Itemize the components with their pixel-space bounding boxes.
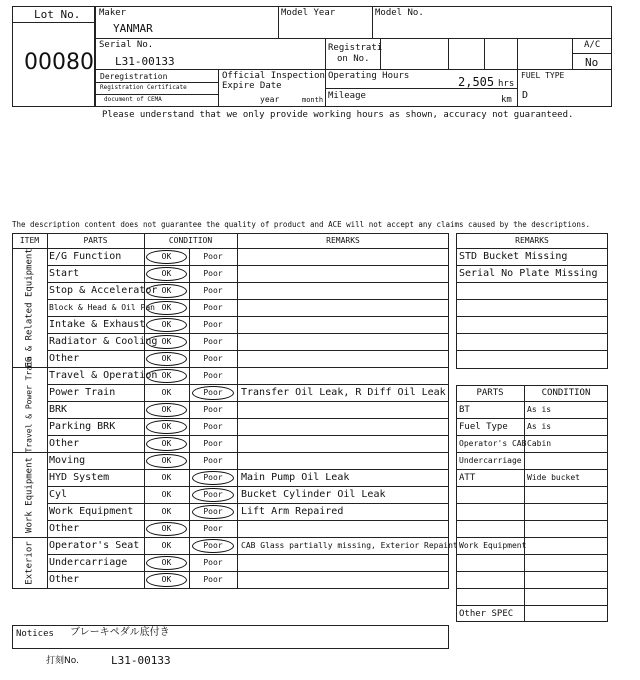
remark-text: CAB Glass partially missing, Exterior Repaint — [241, 541, 458, 550]
selected-ok-circle — [146, 369, 187, 383]
ok-option: OK — [161, 473, 172, 482]
part-label: Stop & Accelerator — [49, 285, 158, 296]
poor-option: Poor — [203, 558, 223, 567]
model-no-label: Model No. — [375, 8, 424, 18]
mileage-label: Mileage — [328, 91, 366, 101]
poor-option: Poor — [203, 490, 223, 499]
poor-option: Poor — [203, 439, 223, 448]
part-label: HYD System — [49, 472, 110, 483]
selected-ok-circle — [146, 522, 187, 536]
selected-ok-circle — [146, 573, 187, 587]
part-label: Other — [49, 353, 80, 364]
ok-option: OK — [161, 422, 172, 431]
model-year-label: Model Year — [281, 8, 336, 18]
remark-text: Transfer Oil Leak, R Diff Oil Leak — [241, 387, 446, 398]
part-label: Radiator & Cooling — [49, 336, 158, 347]
registration-certificate-label: Registration Certificate — [100, 84, 187, 91]
ok-option: OK — [161, 388, 172, 397]
part-label: Block & Head & Oil Pan — [49, 303, 155, 312]
selected-ok-circle — [146, 352, 187, 366]
inspection-label-2: Expire Date — [222, 81, 282, 91]
selected-ok-circle — [146, 403, 187, 417]
poor-option: Poor — [203, 507, 223, 516]
part-label: E/G Function — [49, 251, 122, 262]
parts-header-condition: CONDITION — [541, 388, 591, 398]
part-label: Other — [49, 523, 80, 534]
ok-option: OK — [161, 507, 172, 516]
group-label: Exterior — [24, 540, 34, 585]
ok-option: OK — [161, 439, 172, 448]
other-spec-label: Other SPEC — [459, 609, 514, 619]
ok-option: OK — [161, 337, 172, 346]
selected-poor-circle — [192, 386, 234, 400]
remark-text: Main Pump Oil Leak — [241, 472, 350, 483]
ok-option: OK — [161, 252, 172, 261]
selected-ok-circle — [146, 454, 187, 468]
part-label: Travel & Operation — [49, 370, 158, 381]
ac-label: A/C — [584, 40, 601, 50]
remarks-row-text: Serial No Plate Missing — [459, 268, 598, 279]
stamp-value: L31-00133 — [111, 654, 171, 667]
selected-poor-circle — [192, 505, 234, 519]
km-unit: km — [501, 95, 512, 105]
part-label: Other — [49, 574, 80, 585]
poor-option: Poor — [203, 337, 223, 346]
parts-row-part: Fuel Type — [459, 422, 508, 432]
year-label: year — [260, 95, 280, 104]
parts-row-part: ATT — [459, 473, 476, 483]
part-label: Operator's Seat — [49, 540, 140, 551]
header-condition: CONDITION — [168, 236, 213, 245]
part-label: Work Equipment — [49, 506, 134, 517]
remarks-row-text: STD Bucket Missing — [459, 251, 568, 262]
remark-text: Bucket Cylinder Oil Leak — [241, 489, 386, 500]
hrs-unit: hrs — [498, 79, 515, 89]
poor-option: Poor — [203, 473, 223, 482]
header-remarks: REMARKS — [326, 236, 360, 245]
part-label: Cyl — [49, 489, 68, 500]
stamp-label: 打刻No. — [46, 656, 79, 666]
month-label: month — [302, 96, 324, 104]
ok-option: OK — [161, 269, 172, 278]
parts-row-part: BT — [459, 405, 470, 415]
part-label: BRK — [49, 404, 68, 415]
selected-ok-circle — [146, 250, 187, 264]
parts-header-parts: PARTS — [476, 388, 504, 398]
selected-ok-circle — [146, 318, 187, 332]
parts-row-condition: Wide bucket — [527, 473, 580, 482]
parts-row-condition: Cabin — [527, 439, 552, 448]
selected-ok-circle — [146, 335, 187, 349]
poor-option: Poor — [203, 286, 223, 295]
maker-value: YANMAR — [113, 22, 153, 35]
parts-row-condition: As is — [527, 422, 552, 431]
ok-option: OK — [161, 286, 172, 295]
part-label: Intake & Exhaust — [49, 319, 146, 330]
disclaimer: The description content does not guarantee the quality of product and ACE will not accept any claims caused by the descriptions. — [12, 220, 590, 229]
registration-label-2: on No. — [337, 54, 370, 64]
ok-option: OK — [161, 303, 172, 312]
part-label: Undercarriage — [49, 557, 128, 568]
poor-option: Poor — [203, 371, 223, 380]
ok-option: OK — [161, 558, 172, 567]
selected-ok-circle — [146, 301, 187, 315]
parts-row-part: Undercarriage — [459, 456, 522, 465]
poor-option: Poor — [203, 422, 223, 431]
serial-value: L31-00133 — [115, 55, 175, 68]
poor-option: Poor — [203, 252, 223, 261]
ok-option: OK — [161, 575, 172, 584]
poor-option: Poor — [203, 320, 223, 329]
part-label: Moving — [49, 455, 86, 466]
lot-label: Lot No. — [34, 8, 81, 21]
hours-notice: Please understand that we only provide working hours as shown, accuracy not guaranteed. — [102, 110, 574, 120]
ok-option: OK — [161, 405, 172, 414]
notices-label: Notices — [16, 629, 54, 639]
ac-value: No — [585, 56, 599, 69]
parts-row-part: Operator's CAB — [459, 439, 527, 448]
operating-hours-label: Operating Hours — [328, 71, 410, 81]
remarks-header: REMARKS — [515, 236, 549, 245]
group-label: Work Equipment — [24, 456, 34, 533]
ok-option: OK — [161, 456, 172, 465]
serial-label: Serial No. — [99, 40, 154, 50]
ok-option: OK — [161, 371, 172, 380]
header-item: ITEM — [19, 236, 40, 245]
selected-poor-circle — [192, 471, 234, 485]
fuel-type-value: D — [522, 90, 529, 101]
cema-label: document of CEMA — [104, 96, 162, 103]
ok-option: OK — [161, 320, 172, 329]
poor-option: Poor — [203, 269, 223, 278]
ok-option: OK — [161, 524, 172, 533]
poor-option: Poor — [203, 575, 223, 584]
poor-option: Poor — [203, 388, 223, 397]
poor-option: Poor — [203, 524, 223, 533]
deregistration-label: Deregistration — [100, 72, 168, 81]
group-label: Travel & Power Train — [24, 355, 33, 452]
group-label: EG & Related Equipment — [24, 247, 34, 367]
lot-number: 00080 — [24, 50, 94, 75]
ok-option: OK — [161, 541, 172, 550]
part-label: Other — [49, 438, 80, 449]
poor-option: Poor — [203, 456, 223, 465]
selected-ok-circle — [146, 420, 187, 434]
selected-ok-circle — [146, 556, 187, 570]
header-parts: PARTS — [83, 236, 108, 245]
selected-ok-circle — [146, 267, 187, 281]
remark-text: Lift Arm Repaired — [241, 506, 344, 517]
poor-option: Poor — [203, 354, 223, 363]
fuel-type-label: FUEL TYPE — [521, 71, 565, 80]
parts-row-condition: As is — [527, 405, 552, 414]
poor-option: Poor — [203, 541, 223, 550]
part-label: Power Train — [49, 387, 116, 398]
selected-poor-circle — [192, 539, 234, 553]
part-label: Parking BRK — [49, 421, 116, 432]
poor-option: Poor — [203, 405, 223, 414]
ok-option: OK — [161, 490, 172, 499]
notices-value: ブレーキペダル底付き — [70, 627, 170, 638]
maker-label: Maker — [99, 8, 127, 18]
ok-option: OK — [161, 354, 172, 363]
selected-ok-circle — [146, 284, 187, 298]
part-label: Start — [49, 268, 80, 279]
operating-hours-value: 2,505 — [458, 75, 495, 89]
selected-ok-circle — [146, 437, 187, 451]
work-equipment-label: Work Equipment — [459, 541, 527, 550]
poor-option: Poor — [203, 303, 223, 312]
registration-label-1: Registrati — [328, 43, 383, 53]
selected-poor-circle — [192, 488, 234, 502]
inspection-label-1: Official Inspection — [222, 71, 325, 81]
